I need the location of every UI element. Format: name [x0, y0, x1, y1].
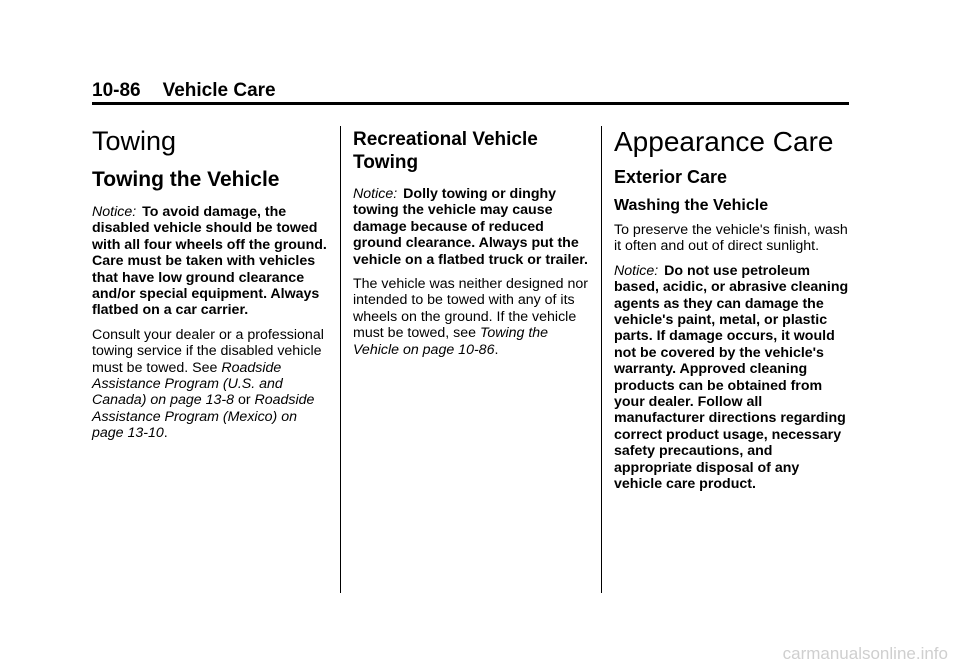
heading-towing-the-vehicle: Towing the Vehicle — [92, 168, 280, 191]
column-middle — [353, 126, 589, 366]
cross-reference-link[interactable]: Roadside Assistance Program (Mexico) on page 13-10 — [92, 392, 315, 442]
heading-recreational-vehicle-towing: Recreational Vehicle Towing — [353, 129, 538, 173]
column-divider — [601, 126, 602, 593]
notice-body: Dolly towing or dinghy towing the vehicle may cause damage because of reduced ground clearance. Always put the vehicle on a flatbed truck or trailer. — [353, 186, 588, 268]
cross-reference-link[interactable]: Roadside Assistance Program (U.S. and Canada) on page 13-8 — [92, 359, 283, 409]
heading-washing-the-vehicle: Washing the Vehicle — [614, 197, 769, 214]
notice-label: Notice: — [92, 204, 137, 220]
column-right — [614, 126, 850, 501]
column-divider — [340, 126, 341, 593]
body-paragraph: The vehicle was neither designed nor intended to be towed with any of its wheels on the ground. If the vehicle must be towed, see Towing the Vehicle on page 10-86. — [353, 276, 589, 358]
notice-paragraph — [614, 263, 850, 493]
notice-body: To avoid damage, the disabled vehicle should be towed with all four wheels off the ground. Care must be taken with vehicles that have low ground clearance and/or special equipment. Always flatbed on a car carrier. — [92, 204, 327, 319]
body-paragraph: To preserve the vehicle's finish, wash it often and out of direct sunlight. — [614, 222, 848, 255]
page-number: 10-86 — [92, 80, 141, 101]
notice-label: Notice: — [353, 186, 398, 202]
heading-towing: Towing — [92, 126, 177, 156]
section-title: Vehicle Care — [162, 80, 276, 101]
column-left — [92, 126, 328, 450]
header-rule — [92, 102, 849, 105]
body-paragraph: Consult your dealer or a professional towing service if the disabled vehicle must be towed. See Roadside Assistance Program (U.S. and Canada) on page 13-8 or Roadside Assistance Program (Mexico) on page 13-10. — [92, 326, 324, 442]
notice-label: Notice: — [614, 262, 659, 279]
notice-paragraph — [92, 204, 328, 319]
page-header — [92, 80, 276, 102]
notice-body: Do not use petroleum based, acidic, or abrasive cleaning agents as they can damage the vehicle's paint, metal, or plastic parts. If damage occurs, it would not be covered by the vehicle's warranty. Approved cleaning products can be obtained from your dealer. Follow all manufacturer directions regarding correct product usage, necessary safety precautions, and appropriate disposal of any vehicle care product. — [614, 262, 849, 493]
watermark-logo: carmanualsonline.info — [782, 644, 948, 663]
heading-appearance-care: Appearance Care — [614, 126, 834, 157]
cross-reference-link[interactable]: Towing the Vehicle on page 10-86 — [353, 325, 549, 358]
notice-paragraph — [353, 186, 589, 268]
heading-exterior-care: Exterior Care — [614, 167, 728, 187]
